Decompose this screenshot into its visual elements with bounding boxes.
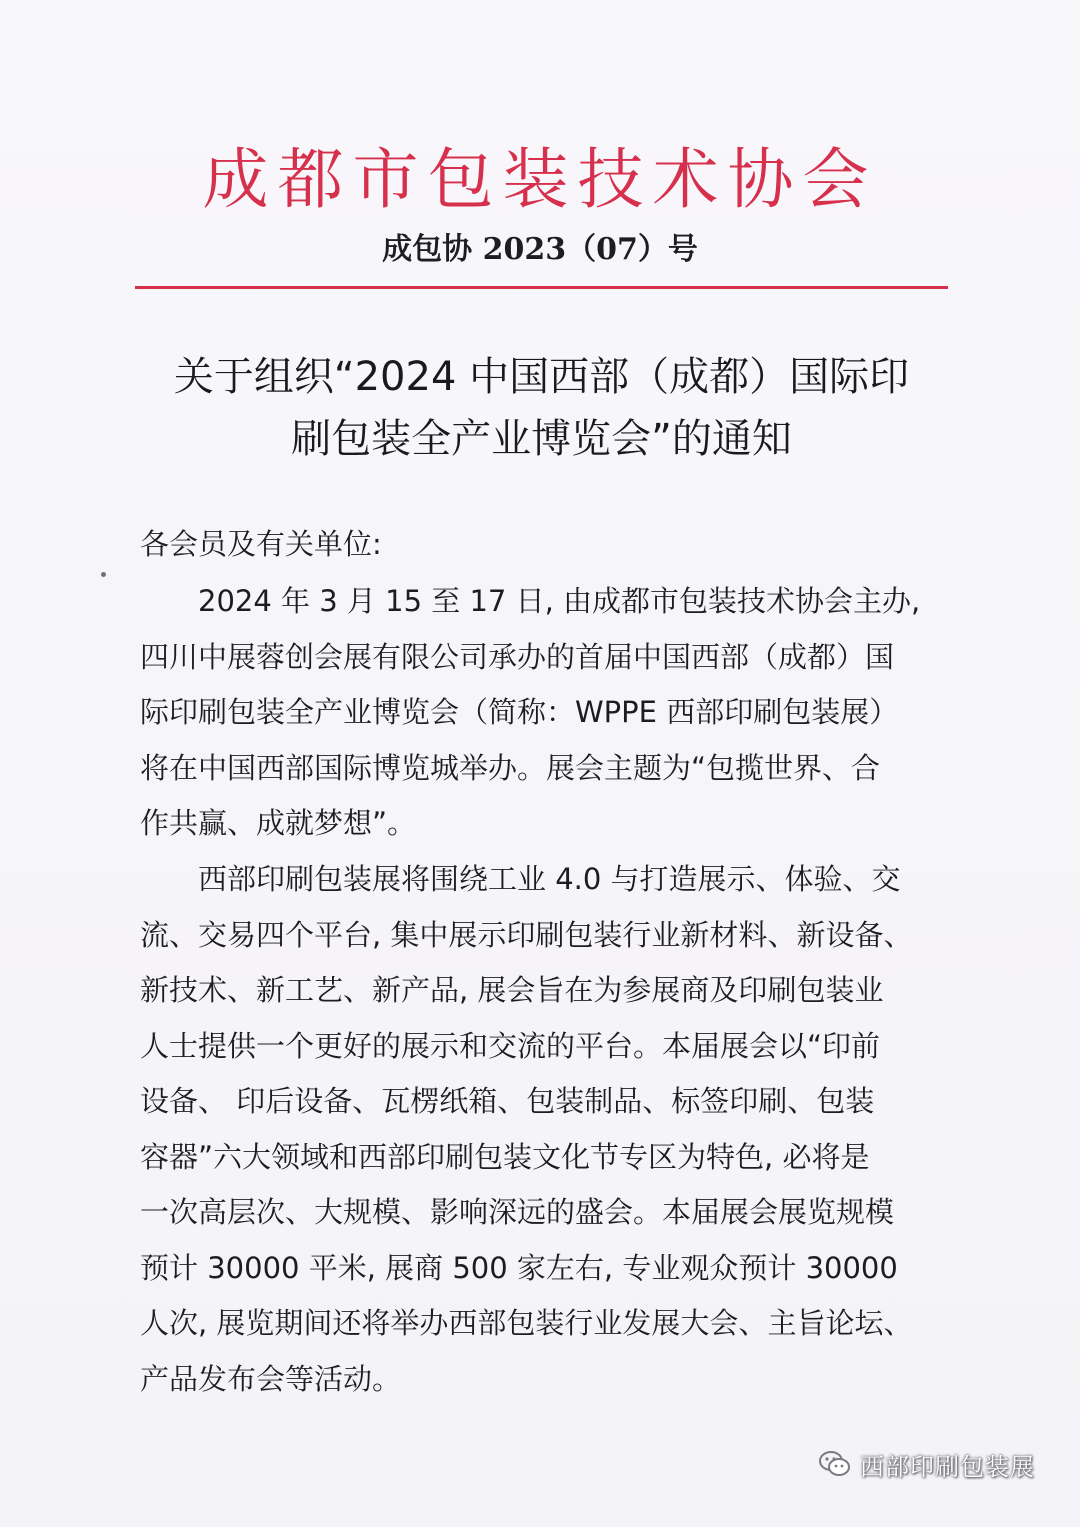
document-number: 成包协 2023（07）号 [382,232,698,267]
paragraph-line: 设备、 印后设备、瓦楞纸箱、包装制品、标签印刷、包装 [140,1084,875,1118]
watermark [818,1444,1035,1484]
paragraph-line: 西部印刷包装展将围绕工业 4.0 与打造展示、体验、交 [140,862,901,896]
paragraph-line: 容器”六大领域和西部印刷包装文化节专区为特色, 必将是 [140,1139,870,1174]
paragraph-line: 人士提供一个更好的展示和交流的平台。本届展会以“印前 [140,1028,881,1063]
paragraph-line: 预计 30000 平米, 展商 500 家左右, 专业观众预计 30000 [140,1250,898,1285]
paragraph-line: 2024 年 3 月 15 至 17 日, 由成都市包装技术协会主办, [140,584,921,618]
paragraph-line: 流、交易四个平台, 集中展示印刷包装行业新材料、新设备、 [140,917,913,952]
paragraph-line: 作共赢、成就梦想”。 [140,806,417,840]
notice-title [135,346,948,470]
paragraph-line: 人次, 展览期间还将举办西部包装行业发展大会、主旨论坛、 [140,1306,913,1340]
paragraph-line: 四川中展蓉创会展有限公司承办的首届中国西部（成都）国 [140,639,895,674]
watermark-text: 西部印刷包装展 [860,1452,1035,1481]
paragraph-line: 一次高层次、大规模、影响深远的盛会。本届展会展览规模 [140,1195,895,1229]
paragraph-line: 产品发布会等活动。 [140,1361,402,1396]
paragraph-line: 际印刷包装全产业博览会（简称：WPPE 西部印刷包装展） [140,695,899,729]
header-divider [135,286,948,289]
paragraph-1 [140,574,921,852]
paragraph-line: 将在中国西部国际博览城举办。展会主题为“包揽世界、合 [140,750,881,785]
salutation: 各会员及有关单位: [140,527,382,561]
title-line-1: 关于组织“2024 中国西部（成都）国际印 [173,354,910,400]
paragraph-line: 新技术、新工艺、新产品, 展会旨在为参展商及印刷包装业 [140,973,884,1007]
paragraph-2 [140,852,913,1407]
wechat-icon [818,1447,852,1481]
scan-speck [101,572,106,577]
title-line-2: 刷包装全产业博览会”的通知 [291,416,792,462]
organization-header: 成都市包装技术协会 [202,141,878,218]
